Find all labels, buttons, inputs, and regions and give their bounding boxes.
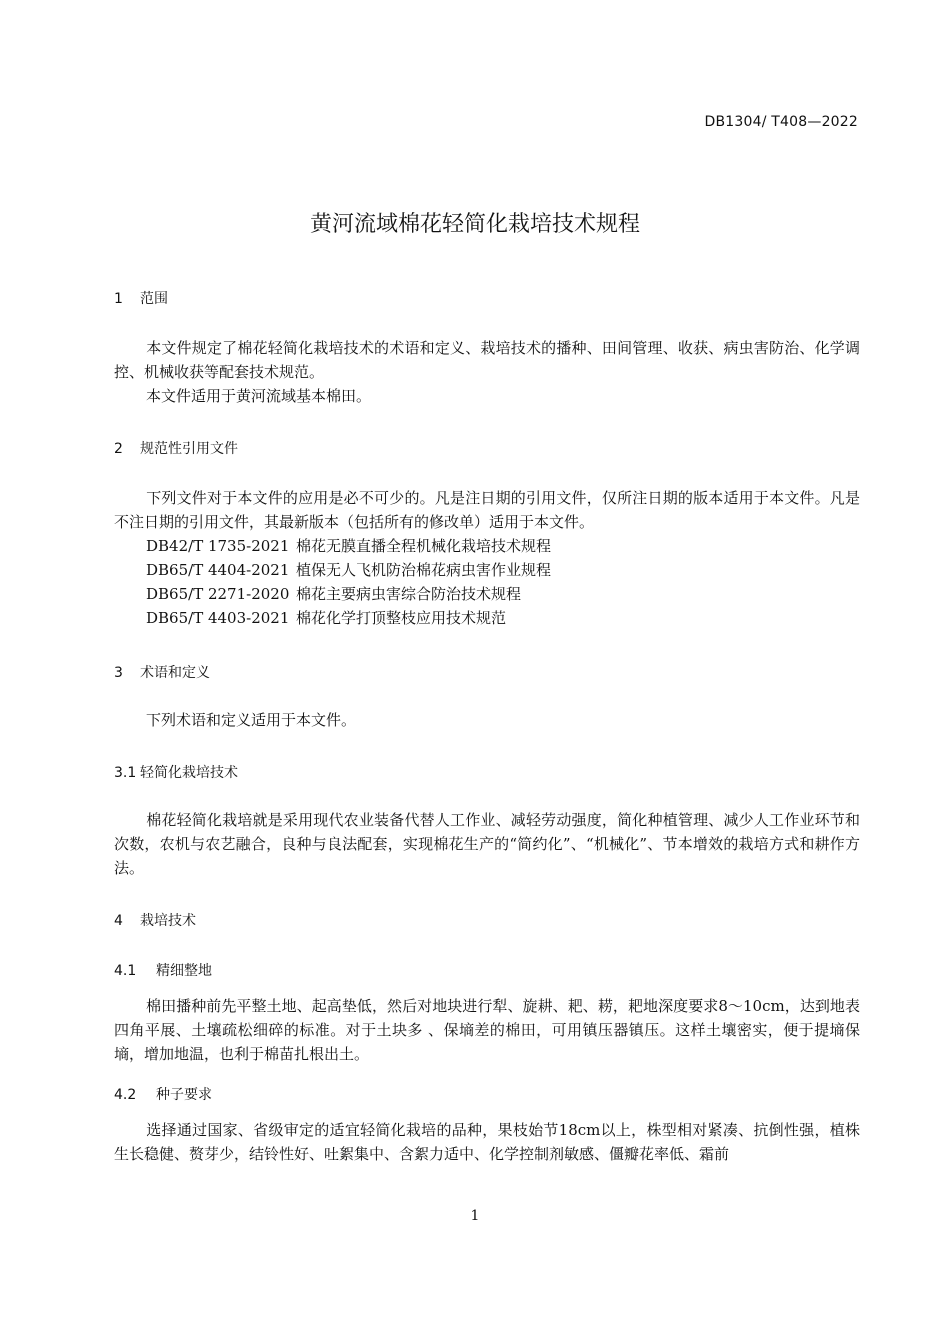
section-heading-3-1 (114, 762, 238, 782)
section-number: 4.2 (114, 1087, 137, 1103)
section-3-paragraph-1: 下列术语和定义适用于本文件。 (146, 711, 357, 729)
reference-title: 棉花无膜直播全程机械化栽培技术规程 (296, 537, 552, 555)
reference-item (146, 606, 506, 630)
reference-code: DB65/T 2271-2020 (146, 585, 290, 603)
section-heading-4 (114, 910, 196, 930)
section-heading-1 (114, 288, 168, 308)
reference-code: DB65/T 4404-2021 (146, 561, 290, 579)
section-4-2-paragraph-1: 选择通过国家、省级审定的适宜轻简化栽培的品种，果枝始节18cm以上，株型相对紧凑、抗倒性强，植株生长稳健、赘芽少，结铃性好、吐絮集中、含絮力适中、化学控制剂敏感、僵瓣花率低、霜前 (114, 1121, 860, 1163)
reference-item (146, 558, 551, 582)
document-title: 黄河流域棉花轻简化栽培技术规程 (309, 212, 640, 237)
section-title: 轻简化栽培技术 (140, 765, 238, 781)
section-heading-2 (114, 438, 238, 458)
section-title: 范围 (140, 291, 168, 307)
section-1-paragraph-2: 本文件适用于黄河流域基本棉田。 (146, 387, 372, 405)
section-number: 3.1 (114, 765, 137, 781)
section-number: 1 (114, 291, 123, 307)
section-heading-3 (114, 662, 210, 682)
reference-item (146, 582, 521, 606)
section-number: 2 (114, 441, 123, 457)
section-title: 栽培技术 (140, 913, 196, 929)
section-title: 规范性引用文件 (140, 441, 238, 457)
section-3-1-paragraph-1: 棉花轻简化栽培就是采用现代农业装备代替人工作业、减轻劳动强度，简化种植管理、减少人工作业环节和次数，农机与农艺融合，良种与良法配套，实现棉花生产的“简约化”、“机械化”、节本增效的栽培方式和耕作方法。 (114, 811, 860, 877)
section-title: 术语和定义 (140, 665, 210, 681)
reference-title: 棉花化学打顶整枝应用技术规范 (296, 609, 507, 627)
section-heading-4-2 (114, 1084, 212, 1104)
reference-code: DB42/T 1735-2021 (146, 537, 290, 555)
page-number: 1 (470, 1208, 480, 1224)
section-heading-4-1 (114, 960, 212, 980)
section-title: 种子要求 (156, 1087, 212, 1103)
section-number: 4 (114, 913, 123, 929)
reference-code: DB65/T 4403-2021 (146, 609, 290, 627)
section-number: 3 (114, 665, 123, 681)
section-4-1-paragraph-1: 棉田播种前先平整土地、起高垫低，然后对地块进行犁、旋耕、耙、耢，耙地深度要求8～10cm，达到地表四角平展、土壤疏松细碎的标准。对于土块多 、保墒差的棉田，可用镇压器镇压。这样土壤密实，便于提墒保墒，增加地温，也利于棉苗扎根出土。 (114, 997, 860, 1063)
section-number: 4.1 (114, 963, 137, 979)
reference-title: 植保无人飞机防治棉花病虫害作业规程 (296, 561, 552, 579)
section-title: 精细整地 (156, 963, 212, 979)
section-2-paragraph-1: 下列文件对于本文件的应用是必不可少的。凡是注日期的引用文件，仅所注日期的版本适用于本文件。凡是不注日期的引用文件，其最新版本（包括所有的修改单）适用于本文件。 (114, 489, 860, 531)
reference-title: 棉花主要病虫害综合防治技术规程 (296, 585, 522, 603)
section-1-paragraph-1: 本文件规定了棉花轻简化栽培技术的术语和定义、栽培技术的播种、田间管理、收获、病虫害防治、化学调控、机械收获等配套技术规范。 (114, 339, 860, 381)
reference-item (146, 534, 551, 558)
document-number: DB1304/ T408—2022 (704, 114, 858, 130)
